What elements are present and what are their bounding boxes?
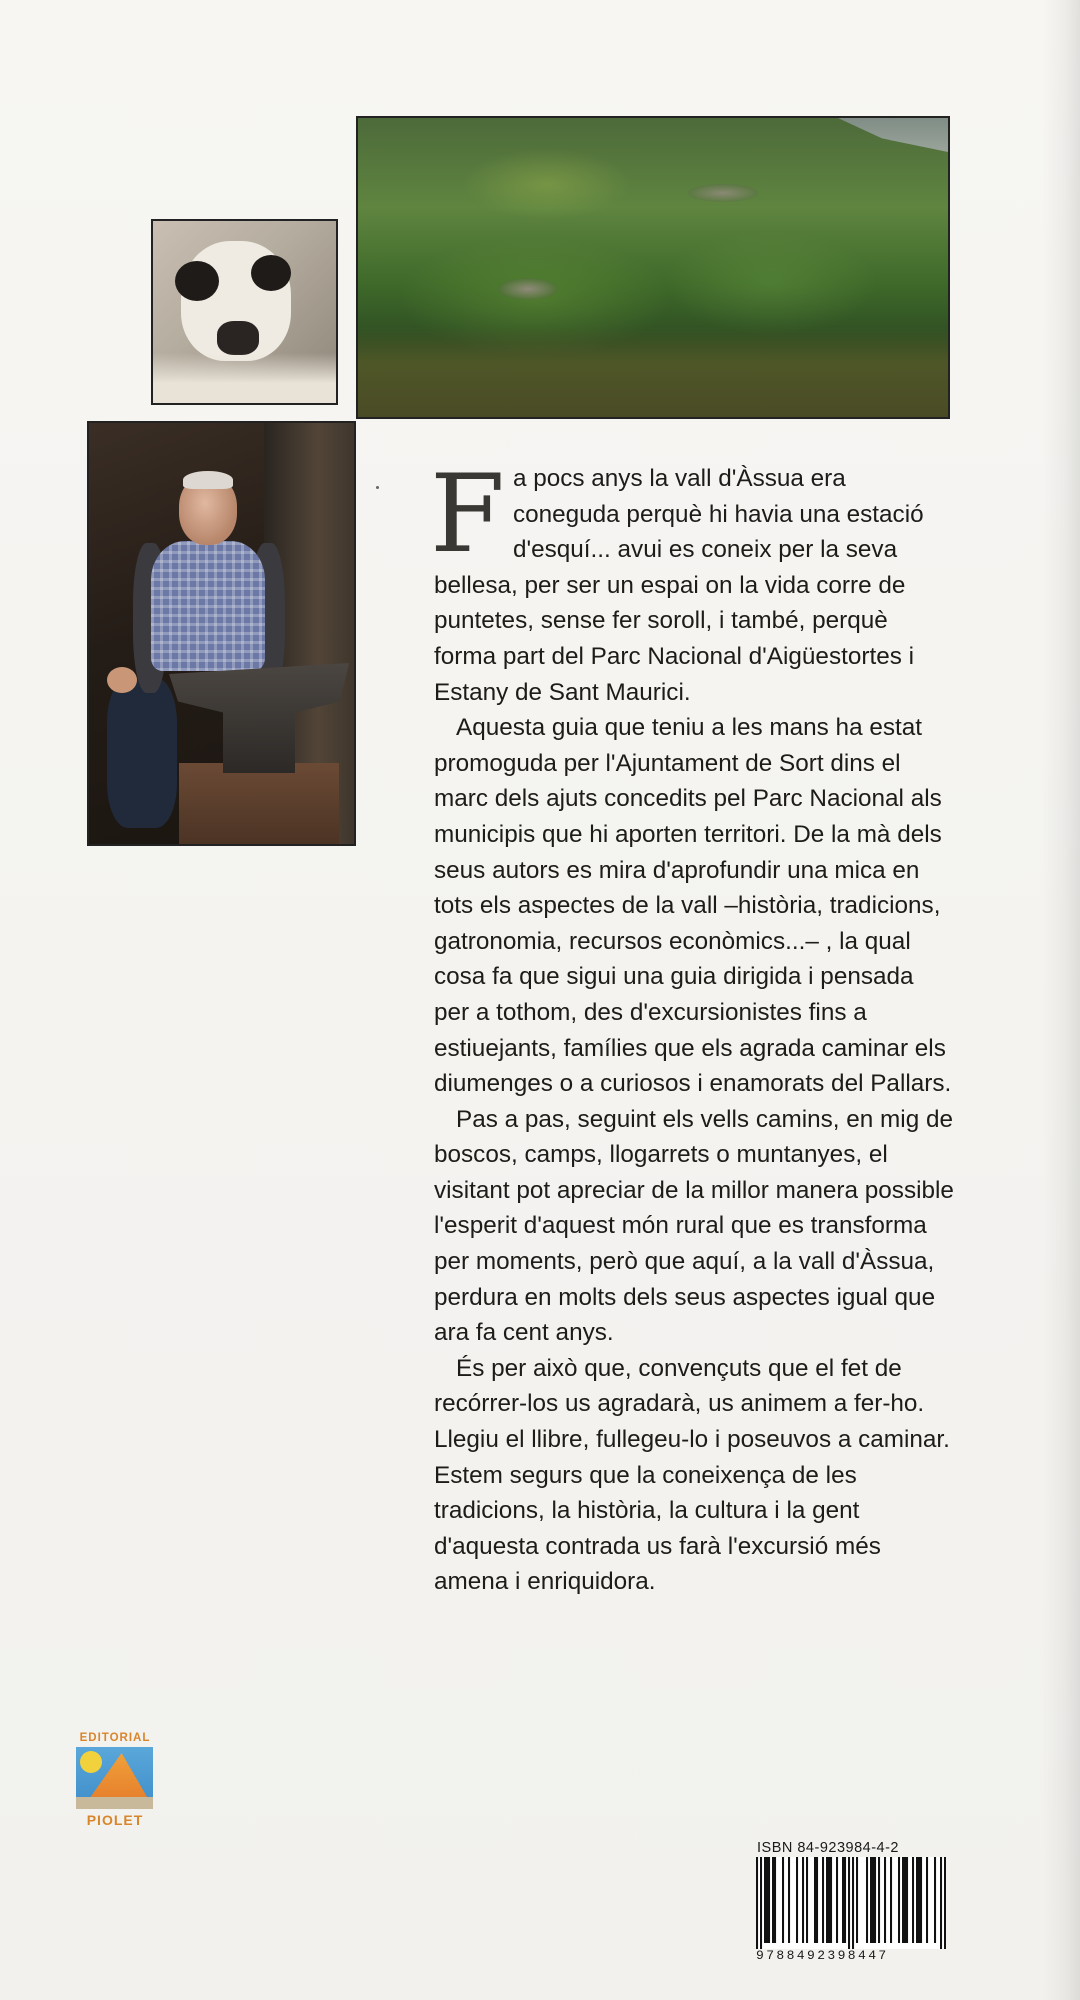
valley-photo-trees — [358, 327, 948, 417]
barcode-bar — [756, 1857, 758, 1949]
barcode-bar — [814, 1857, 816, 1943]
publisher-logo-editorial: EDITORIAL — [79, 1732, 151, 1744]
barcode-bar — [906, 1857, 908, 1943]
barcode-bar — [926, 1857, 928, 1943]
barcode-bar — [874, 1857, 876, 1943]
barcode-bar — [848, 1857, 850, 1949]
sun-icon — [80, 1751, 102, 1773]
barcode-bar — [796, 1857, 798, 1943]
sheep-nose — [217, 321, 259, 355]
publisher-logo — [74, 1732, 156, 1832]
blurb-paragraph-4: És per això que, convençuts que el fet de recórrer-los us agradarà, us animem a fer-ho. Llegiu el llibre, fullegeu-lo i poseuvos a caminar. Estem segurs que la coneixença de les tradicions, la història, la cultura i la gent d'aquesta contrada us farà l'excursió més amena i enriquidora. — [434, 1354, 950, 1596]
barcode-bar — [802, 1857, 804, 1943]
barcode-bar — [822, 1857, 824, 1943]
barcode — [756, 1857, 946, 1949]
man-hair — [183, 471, 233, 489]
drop-cap: F — [430, 452, 505, 577]
man-hand — [107, 667, 137, 693]
sheep-eye-patch-right — [251, 255, 291, 291]
barcode-bar — [898, 1857, 900, 1943]
sheep-photo — [151, 219, 338, 405]
barcode-bar — [866, 1857, 868, 1943]
barcode-bar — [916, 1857, 918, 1943]
barcode-bar — [766, 1857, 768, 1943]
man-checked-shirt — [151, 541, 265, 671]
barcode-bar — [890, 1857, 892, 1943]
barcode-bar — [830, 1857, 832, 1943]
sheep-eye-patch-left — [175, 261, 219, 301]
barcode-bar — [782, 1857, 784, 1943]
barcode-bar — [836, 1857, 838, 1943]
print-speck — [376, 486, 379, 489]
publisher-logo-name: PIOLET — [86, 1812, 144, 1828]
isbn-label: ISBN 84-923984-4-2 — [757, 1840, 899, 1856]
barcode-bar — [842, 1857, 844, 1943]
blurb-paragraph-1-text: a pocs anys la vall d'Àssua era coneguda perquè hi havia una estació d'esquí... avui es coneix per la seva bellesa, per ser un espai on la vida corre de puntetes, sense fer soroll, i també, perquè forma part del Parc Nacional d'Aigüestortes i Estany de Sant Maurici. — [434, 465, 924, 706]
barcode-bar — [760, 1857, 762, 1949]
barcode-bar — [878, 1857, 880, 1943]
barcode-bar — [844, 1857, 846, 1943]
barcode-bar — [918, 1857, 920, 1943]
barcode-bar — [872, 1857, 874, 1943]
blacksmith-photo — [87, 421, 356, 846]
barcode-digits: 9788492398447 — [756, 1948, 889, 1963]
barcode-bar — [944, 1857, 946, 1949]
barcode-bar — [912, 1857, 914, 1943]
barcode-bar — [772, 1857, 774, 1943]
man-legs — [107, 678, 177, 828]
valley-photo — [356, 116, 950, 419]
barcode-bar — [788, 1857, 790, 1943]
barcode-bar — [884, 1857, 886, 1943]
barcode-bar — [764, 1857, 766, 1943]
valley-photo-upper-village — [688, 184, 758, 202]
blurb-paragraph-1 — [430, 452, 954, 710]
barcode-bar — [826, 1857, 828, 1943]
barcode-bar — [768, 1857, 770, 1943]
barcode-bar — [904, 1857, 906, 1943]
barcode-bar — [816, 1857, 818, 1943]
blurb-paragraph-3: Pas a pas, seguint els vells camins, en mig de boscos, camps, llogarrets o muntanyes, el visitant pot apreciar de la millor manera possible l'esperit d'aquest món rural que es transforma per moments, però que aquí, a la vall d'Àssua, perdura en molts dels seus aspectes igual que ara fa cent anys. — [434, 1105, 954, 1347]
sheep-wool — [153, 353, 336, 403]
barcode-bar — [920, 1857, 922, 1943]
barcode-bar — [852, 1857, 854, 1949]
cover-blurb — [430, 452, 954, 1600]
barcode-bar — [774, 1857, 776, 1943]
blurb-paragraph-2: Aquesta guia que teniu a les mans ha estat promoguda per l'Ajuntament de Sort dins el marc dels ajuts concedits pel Parc Nacional als municipis que hi aporten territori. De la mà dels seus autors es mira d'aprofundir una mica en tots els aspectes de la vall –història, tradicions, gatronomia, recursos econòmics...– , la qual cosa fa que sigui una guia dirigida i pensada per a tothom, des d'excursionistes fins a estiuejants, famílies que els agrada caminar els diumenges o a curiosos i enamorats del Pallars. — [434, 714, 952, 1098]
barcode-bar — [902, 1857, 904, 1943]
barcode-bar — [856, 1857, 858, 1943]
anvil-stump — [179, 763, 339, 846]
cover-edge-shadow — [1042, 0, 1080, 2000]
barcode-bar — [940, 1857, 942, 1949]
valley-photo-sky — [838, 118, 948, 152]
barcode-bar — [870, 1857, 872, 1943]
barcode-bar — [806, 1857, 808, 1943]
barcode-bar — [828, 1857, 830, 1943]
barcode-bars — [756, 1857, 946, 1949]
mountain-sun-icon — [76, 1747, 153, 1809]
barcode-bar — [934, 1857, 936, 1943]
logo-ground — [76, 1797, 153, 1809]
valley-photo-village — [498, 278, 558, 300]
